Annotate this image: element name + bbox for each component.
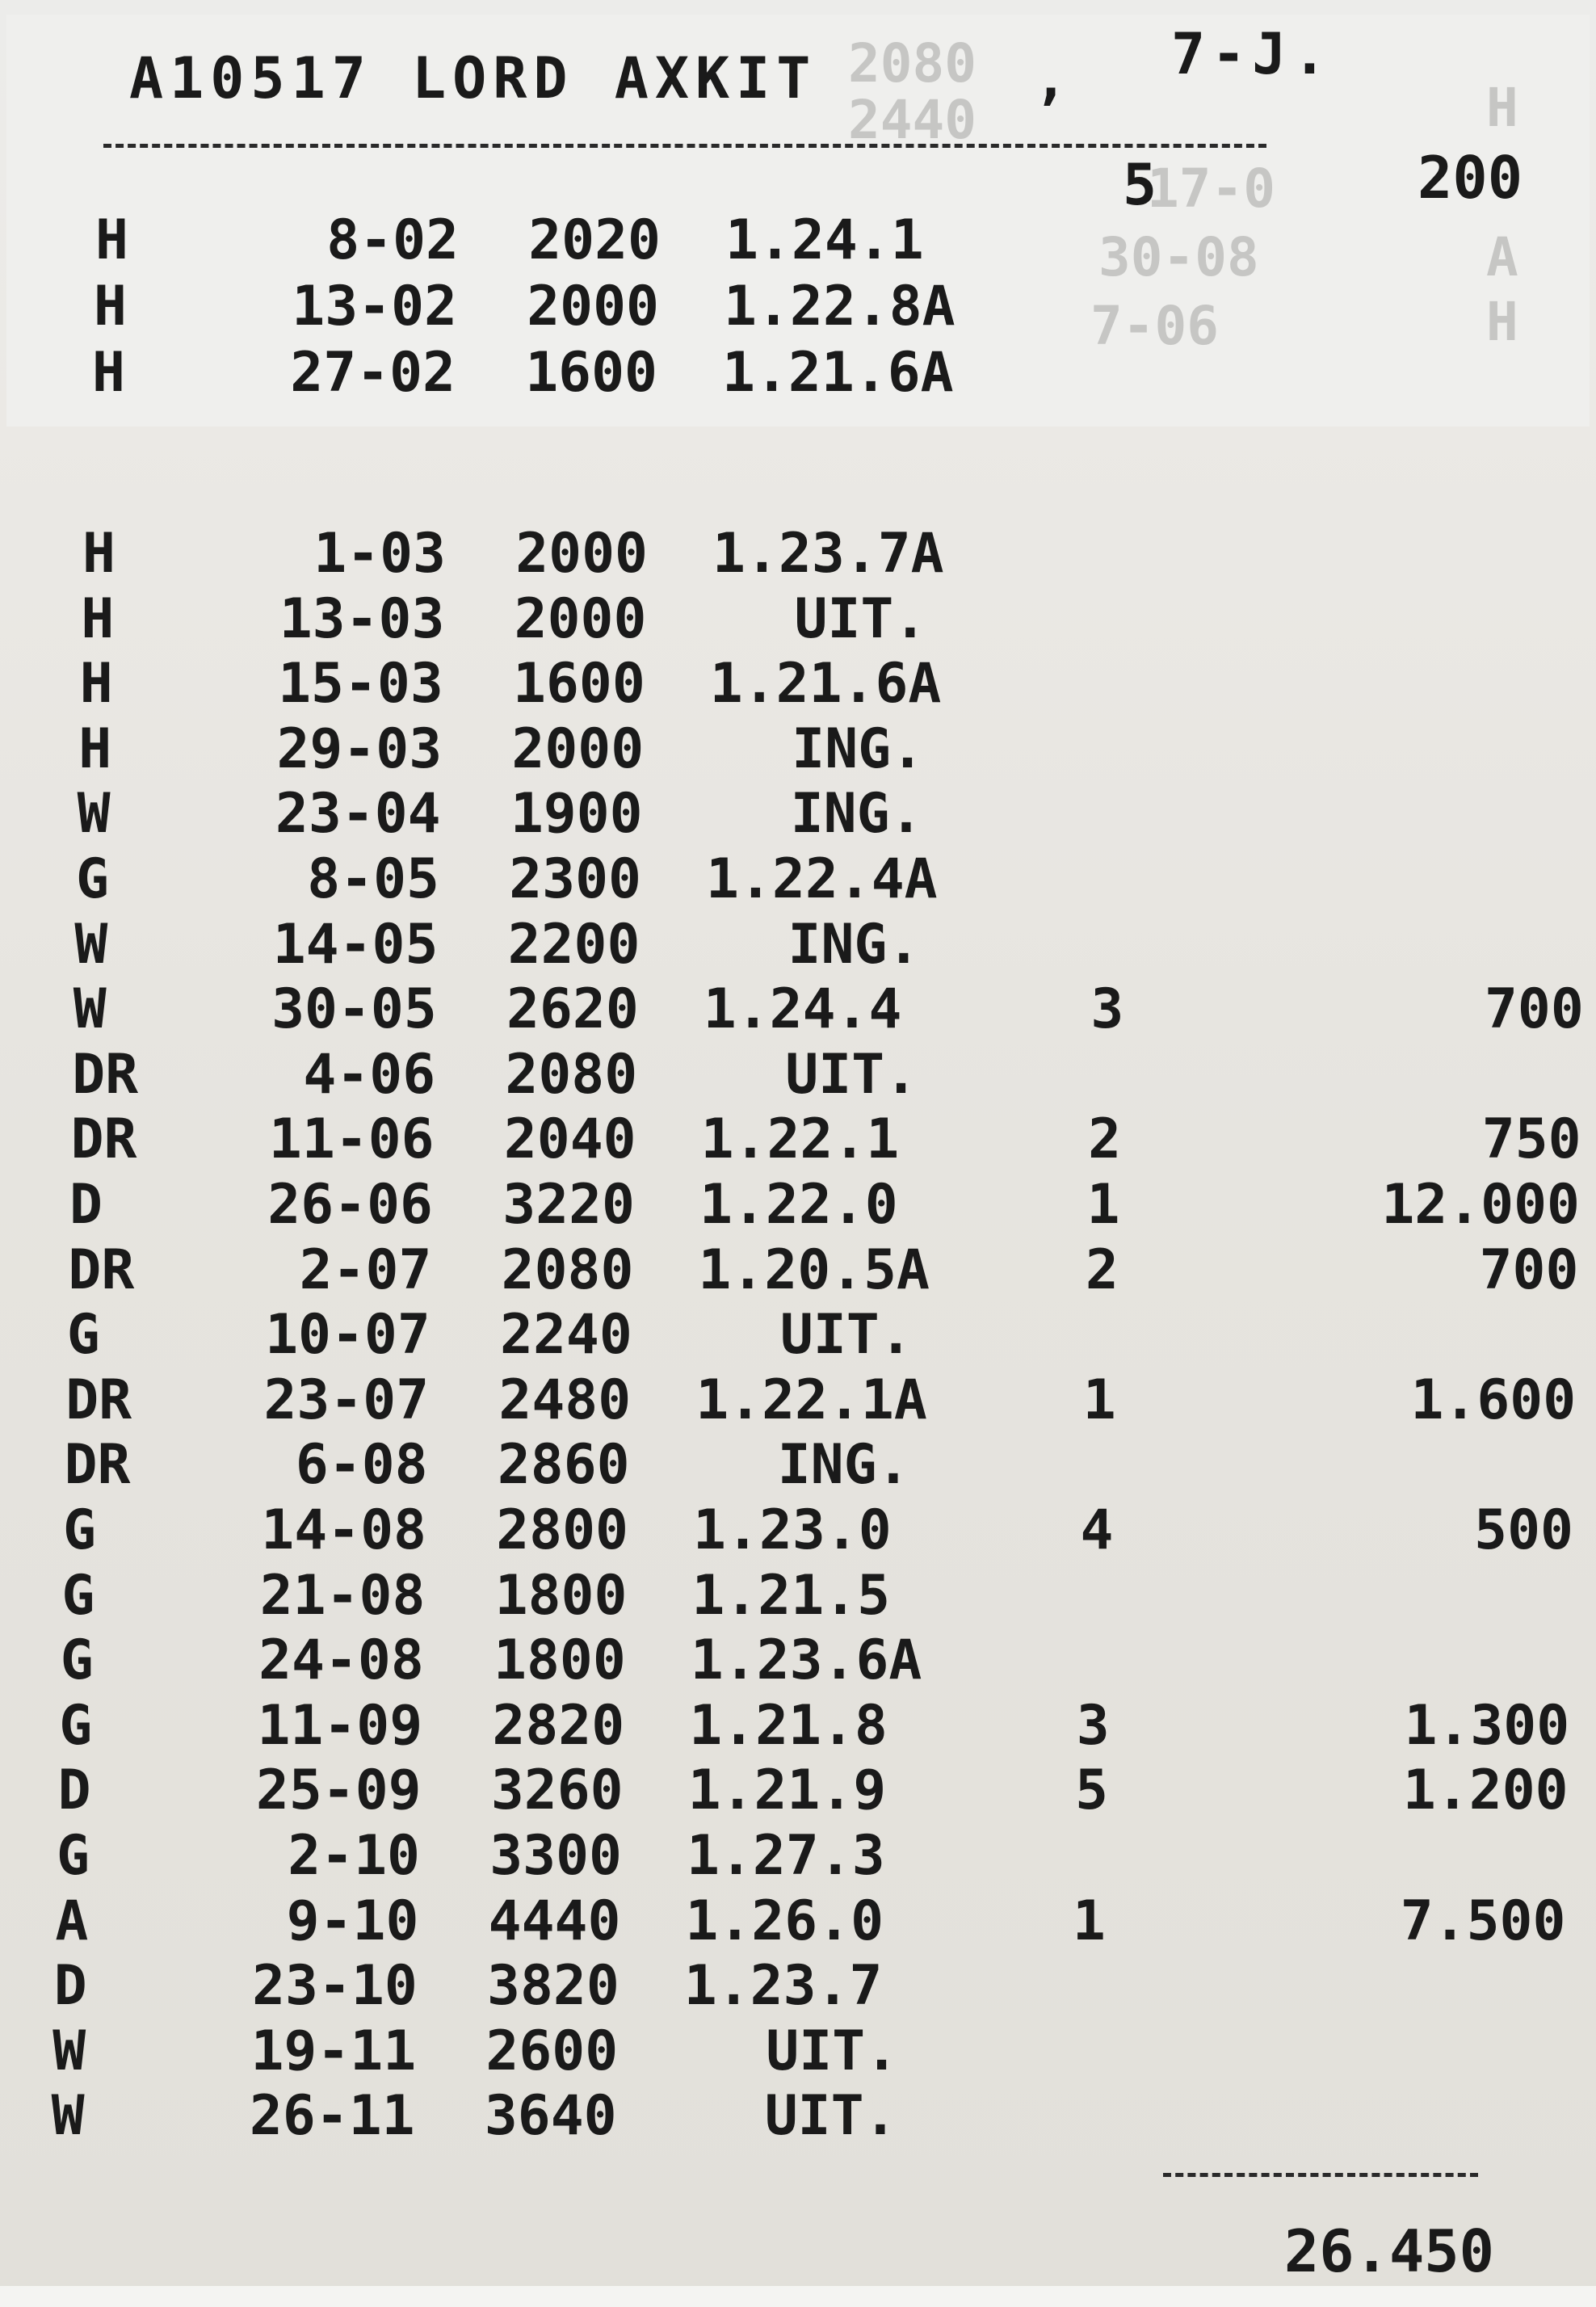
ghost-text: 7-06 [1090,295,1219,357]
race-distance: 2080 [505,1042,638,1107]
race-time: 1.23.7A [712,522,944,586]
table-row [74,977,1596,1042]
finish-place: 5 [1075,1759,1109,1823]
race-type-code: H [78,716,112,781]
bottom-margin [0,2286,1596,2307]
finish-place: 3 [1090,977,1124,1042]
race-type-code: DR [65,1368,132,1432]
prize-money: 7.500 [1400,1889,1566,1953]
race-distance: 1800 [494,1563,628,1628]
total-divider [1163,2173,1478,2177]
race-type-code: W [51,2084,85,2149]
race-type-code: H [95,208,128,272]
race-distance: 1800 [494,1628,626,1693]
prize-money: 700 [1484,977,1584,1042]
table-row [76,847,1596,912]
race-type-code: DR [64,1433,131,1498]
race-date: 4-06 [303,1042,436,1107]
race-date: 1-03 [313,522,446,586]
table-row [80,652,1596,716]
race-time: 1.23.0 [693,1498,892,1562]
table-row [69,1173,1596,1238]
race-time: 1.21.8 [689,1693,888,1758]
race-date: 13-03 [279,586,445,651]
table-row [92,341,1596,406]
table-row [52,2084,1586,2149]
race-type-code: G [66,1303,100,1368]
race-time: 1.20.5A [698,1238,930,1302]
race-distance: 2000 [511,716,645,781]
race-type-code: H [92,341,125,405]
table-row [72,1043,1596,1107]
race-time: ING. [792,716,925,781]
race-time: 1.24.4 [703,977,902,1042]
race-distance: 2480 [498,1368,632,1432]
race-type-code: H [94,275,127,338]
race-date: 25-09 [255,1759,422,1823]
race-time: UIT. [764,2084,897,2149]
race-distance: 2600 [485,2019,619,2083]
race-date: 30-05 [271,977,437,1042]
horse-name: LORD AXKIT [412,45,817,111]
table-row [54,1954,1589,2019]
race-distance: 2020 [528,208,661,272]
race-date: 24-08 [258,1628,424,1693]
finish-place: 1 [1072,1889,1106,1953]
race-date: 23-10 [252,1954,418,2019]
race-time: 1.22.4A [706,847,938,911]
race-distance: 2300 [509,847,641,911]
table-row [94,275,1596,339]
horse-id: A10517 [129,45,372,111]
finish-place: 2 [1088,1107,1122,1172]
table-row [95,208,1596,273]
race-type-code: W [77,782,111,847]
race-time: 1.21.6A [722,341,954,405]
prize-money: 750 [1481,1107,1581,1172]
race-distance: 1600 [513,652,645,716]
ghost-text: 30-08 [1098,226,1259,288]
table-row [78,717,1596,782]
race-time: 1.22.0 [699,1173,898,1237]
race-date: 14-08 [261,1498,426,1562]
table-row [59,1694,1594,1759]
table-row [65,1368,1596,1433]
finish-place: 1 [1086,1173,1120,1237]
race-type-code: W [74,912,108,977]
race-distance: 1900 [510,782,643,847]
race-distance: 3300 [489,1824,622,1888]
race-time: ING. [777,1433,910,1498]
ghost-text: H [1486,77,1518,139]
race-time: 1.22.1A [695,1368,927,1432]
race-time: 1.23.6A [690,1628,922,1693]
finish-place: 3 [1076,1693,1110,1758]
race-time: 1.27.3 [687,1824,885,1888]
race-distance: 3820 [487,1954,620,2019]
header-date-fragment: 7-J. [1171,21,1334,87]
race-distance: 3260 [490,1759,624,1823]
table-row [61,1564,1596,1628]
race-type-code: G [57,1824,90,1888]
table-row [71,1107,1596,1172]
race-date: 21-08 [259,1563,426,1628]
race-type-code: G [63,1498,96,1562]
race-distance: 2000 [527,275,659,338]
race-date: 13-02 [292,275,457,338]
race-type-code: H [79,652,113,716]
table-row [67,1303,1596,1368]
header-divider [103,144,1266,148]
race-time: UIT. [766,2019,899,2083]
race-time: 1.21.9 [687,1759,887,1823]
race-distance: 4440 [488,1889,621,1953]
ghost-text: 2440 [848,89,976,151]
race-date: 11-09 [257,1693,423,1758]
prize-money: 12.000 [1381,1173,1580,1237]
prize-money: 1.600 [1410,1368,1577,1432]
header-comma: , [1034,45,1075,111]
table-row [58,1759,1593,1823]
header-amount: 200 [1418,144,1523,212]
ghost-text: A [1486,226,1518,288]
prize-money: 1.300 [1404,1693,1570,1758]
ghost-text: 17-0 [1147,158,1275,220]
race-type-code: H [82,522,116,586]
race-distance: 2040 [503,1107,636,1172]
race-date: 8-05 [307,847,439,911]
race-type-code: DR [68,1238,135,1302]
race-distance: 3640 [484,2084,617,2149]
total-prize-money: 26.450 [1283,2217,1494,2285]
race-type-code: G [61,1563,95,1628]
prize-money: 1.200 [1402,1759,1569,1823]
race-date: 23-04 [275,782,441,847]
race-distance: 2820 [492,1693,625,1758]
table-row [74,913,1596,977]
table-row [52,2019,1587,2084]
race-distance: 1600 [525,341,657,405]
table-row [82,522,1596,586]
race-date: 26-11 [249,2084,415,2149]
race-time: UIT. [785,1042,918,1107]
table-row [81,587,1596,652]
race-date: 11-06 [268,1107,435,1172]
race-type-code: A [55,1889,89,1953]
race-date: 19-11 [250,2019,417,2083]
table-row [63,1498,1596,1563]
race-time: UIT. [794,586,927,651]
prize-money: 700 [1479,1238,1579,1302]
table-row [65,1433,1596,1498]
race-time: 1.23.7 [683,1954,883,2019]
race-time: 1.21.5 [691,1563,891,1628]
race-date: 9-10 [286,1889,419,1953]
race-date: 14-05 [272,912,439,977]
race-time: 1.22.1 [700,1107,900,1172]
race-time: 1.26.0 [685,1889,884,1953]
prize-money: 500 [1474,1498,1573,1562]
race-distance: 2800 [496,1498,628,1562]
race-type-code: DR [72,1042,139,1107]
race-time: 1.24.1 [725,208,924,272]
race-date: 29-03 [276,716,443,781]
race-time: UIT. [779,1303,913,1368]
race-distance: 3220 [502,1173,635,1237]
race-date: 26-06 [267,1173,433,1237]
race-date: 15-03 [278,652,443,716]
table-row [78,782,1596,847]
finish-place: 2 [1085,1238,1119,1302]
race-type-code: G [59,1693,93,1758]
finish-place: 1 [1082,1368,1116,1432]
race-type-code: D [57,1759,91,1823]
race-distance: 2200 [507,912,640,977]
race-type-code: D [53,1954,87,2019]
race-type-code: G [76,847,109,911]
race-distance: 2860 [497,1433,630,1498]
ghost-text: H [1486,291,1518,353]
table-row [57,1824,1591,1889]
race-type-code: D [69,1173,103,1237]
race-distance: 2240 [500,1303,632,1368]
race-date: 6-08 [295,1433,428,1498]
race-date: 27-02 [290,341,456,405]
header-place: 5 [1123,152,1157,218]
race-distance: 2000 [515,522,648,586]
race-date: 2-10 [288,1824,420,1888]
race-time: 1.22.8A [724,275,956,338]
race-date: 23-07 [263,1368,430,1432]
race-date: 8-02 [326,208,459,272]
race-date: 2-07 [299,1238,432,1302]
table-row [61,1628,1595,1693]
race-type-code: W [73,977,107,1042]
race-type-code: H [81,586,115,651]
race-time: 1.21.6A [709,652,942,716]
ghost-text: 2080 [848,32,976,95]
table-row [55,1889,1590,1954]
race-type-code: G [60,1628,94,1693]
race-date: 10-07 [265,1303,430,1368]
race-time: ING. [788,912,921,977]
race-distance: 2620 [506,977,639,1042]
race-distance: 2080 [501,1238,634,1302]
race-distance: 2000 [514,586,647,651]
finish-place: 4 [1080,1498,1114,1562]
table-row [68,1238,1596,1303]
race-type-code: W [52,2019,86,2083]
race-type-code: DR [70,1107,137,1172]
race-time: ING. [790,782,923,847]
